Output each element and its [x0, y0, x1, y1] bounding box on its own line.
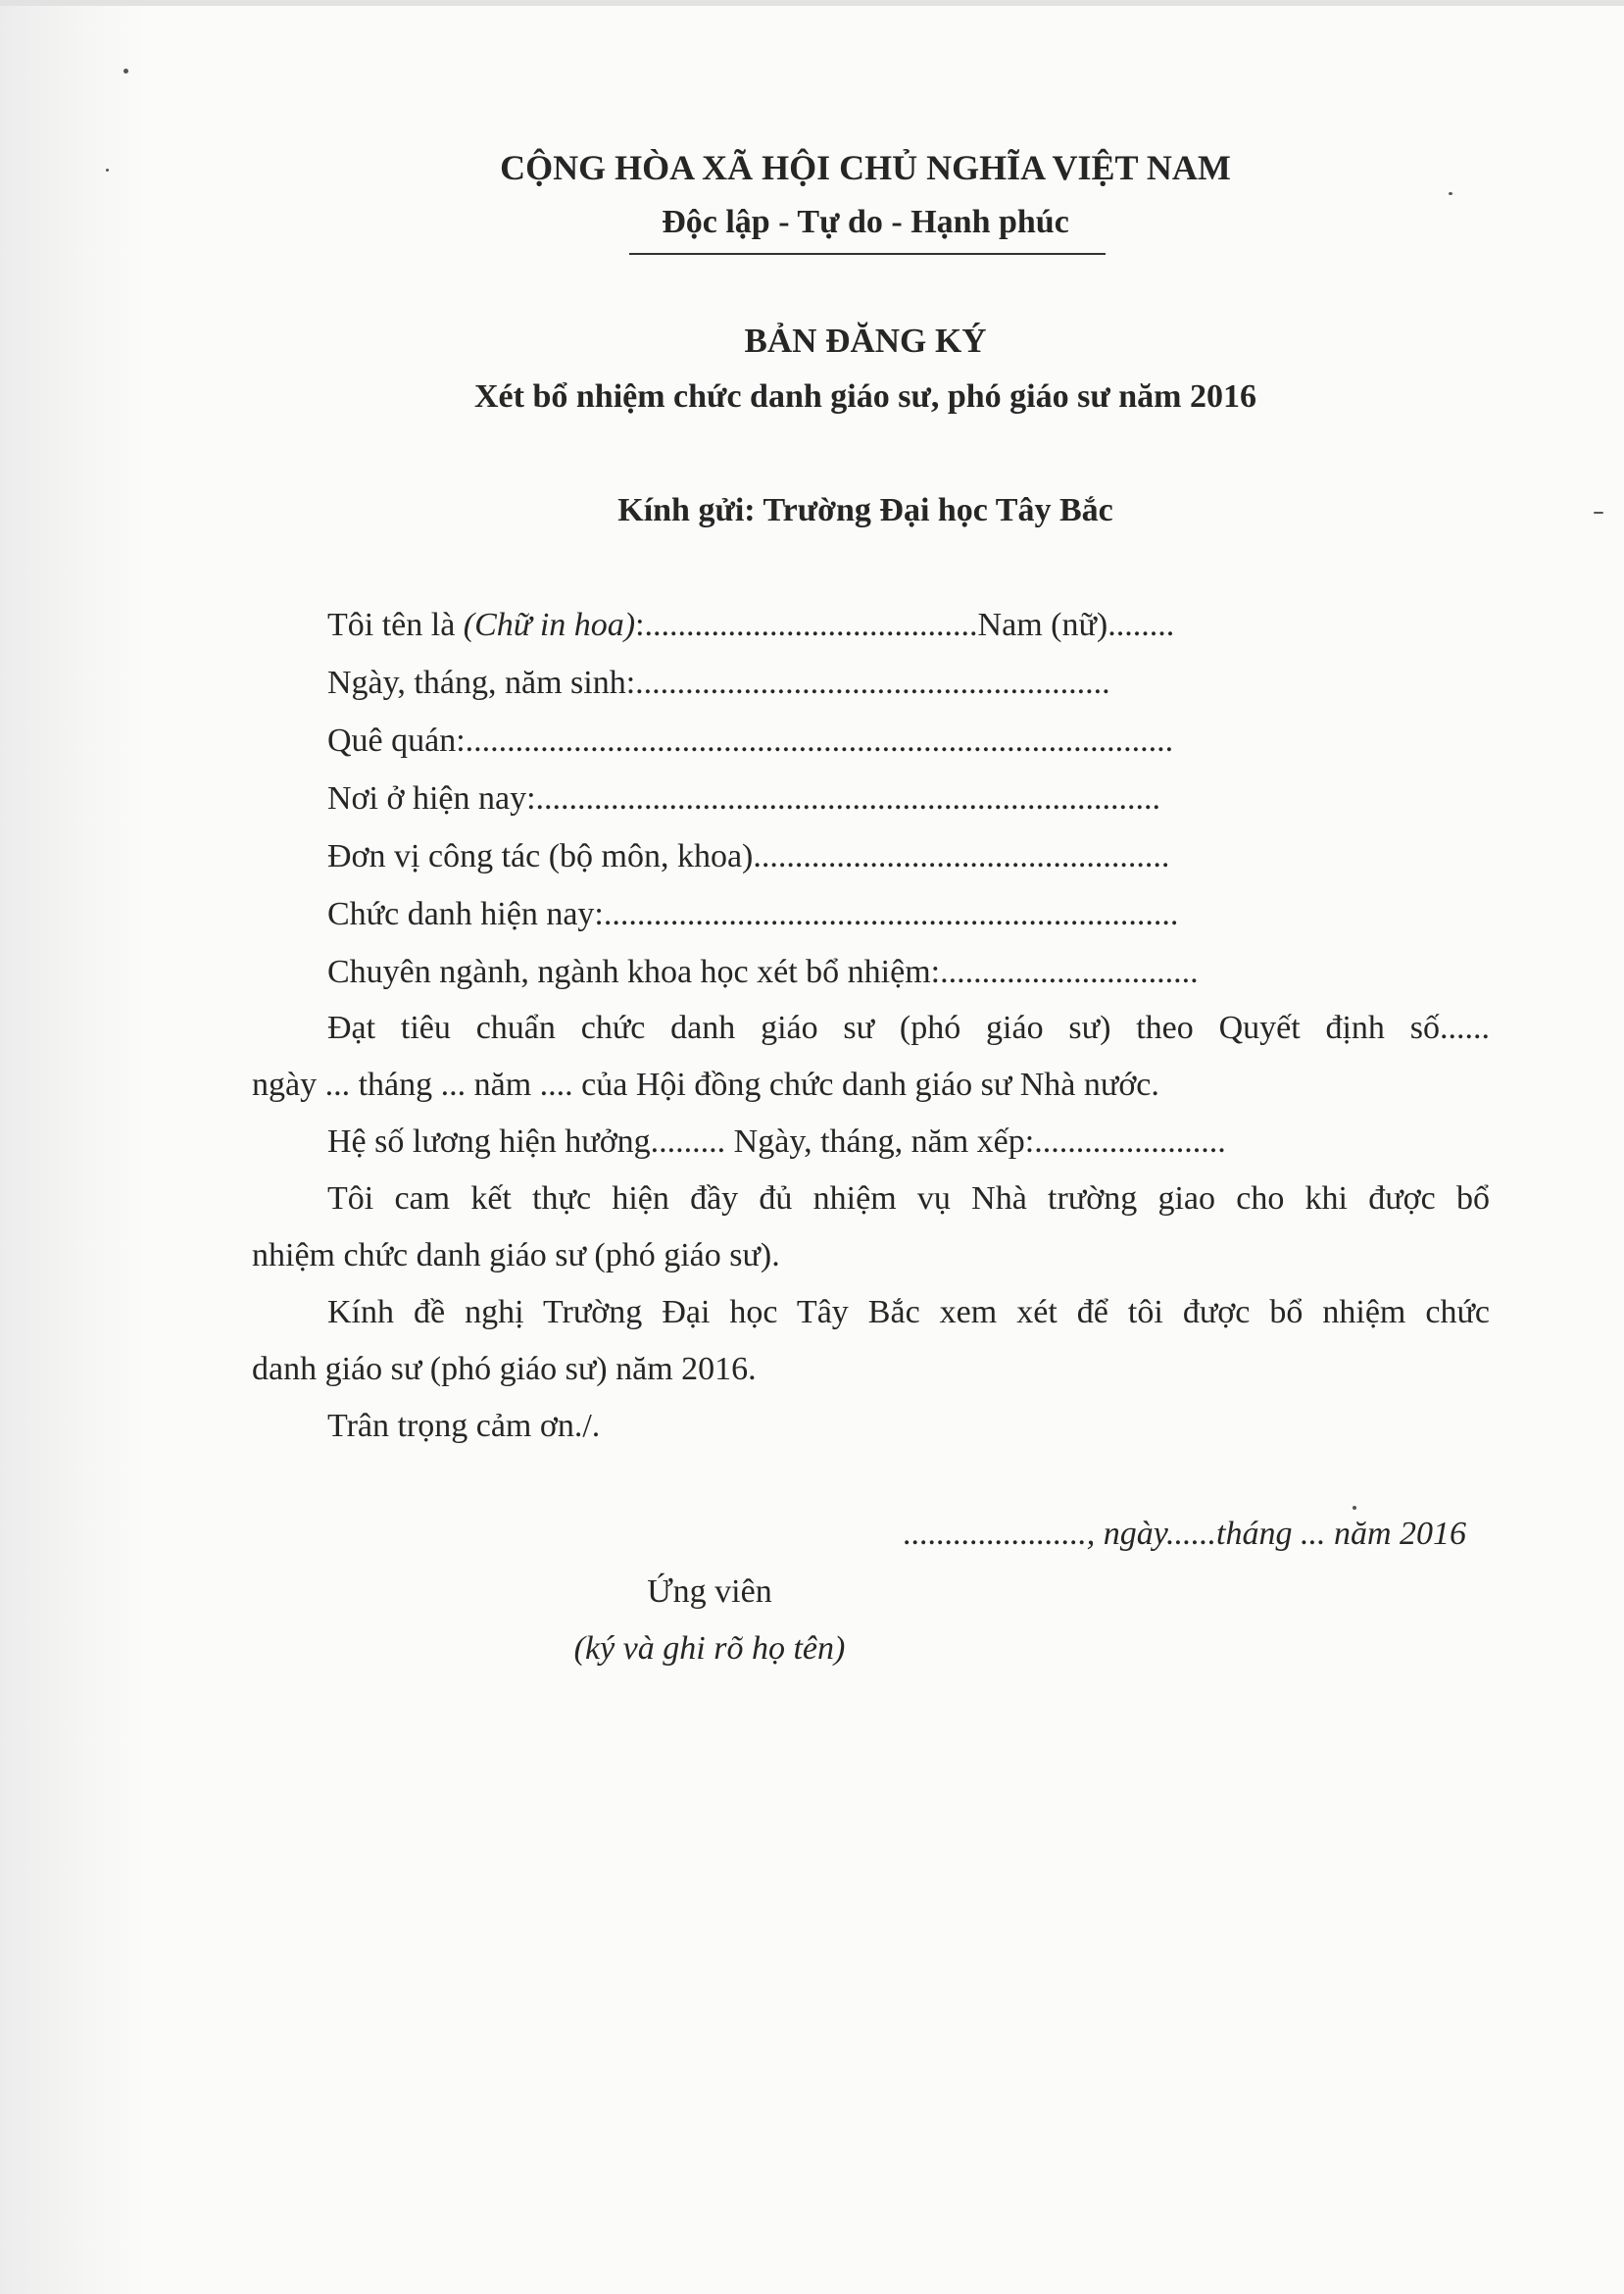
motto-heading: Độc lập - Tự do - Hạnh phúc: [662, 204, 1069, 240]
scan-speck: [123, 69, 128, 74]
field-name-rest: :........................................Nam (nữ)........: [635, 607, 1175, 643]
field-birth: Ngày, tháng, năm sinh:.........................................................: [327, 665, 1110, 701]
thanks-line: Trân trọng cảm ơn./.: [327, 1408, 601, 1444]
field-major: Chuyên ngành, ngành khoa học xét bổ nhiệm:...............................: [327, 954, 1199, 990]
signature-role: Ứng viên: [647, 1573, 772, 1610]
field-name-label: Tôi tên là: [327, 607, 464, 643]
form-subtitle: Xét bổ nhiệm chức danh giáo sư, phó giáo sư năm 2016: [474, 378, 1256, 415]
scan-speck: [1449, 192, 1452, 195]
recipient-line: Kính gửi: Trường Đại học Tây Bắc: [617, 492, 1113, 528]
commit-line-1: Tôi cam kết thực hiện đầy đủ nhiệm vụ Nhà trường giao cho khi được bổ: [327, 1180, 1490, 1217]
request-line-2: danh giáo sư (phó giáo sư) năm 2016.: [252, 1351, 757, 1387]
field-name-hint: (Chữ in hoa): [463, 607, 636, 643]
scan-top-edge: [0, 0, 1624, 6]
standard-line-1: Đạt tiêu chuẩn chức danh giáo sư (phó giáo sư) theo Quyết định số......: [327, 1010, 1490, 1046]
field-current-title: Chức danh hiện nay:.....................................................................: [327, 896, 1179, 932]
field-salary: Hệ số lương hiện hưởng......... Ngày, tháng, năm xếp:.......................: [327, 1123, 1226, 1160]
signature-place-date: ......................, ngày......tháng ... năm 2016: [903, 1516, 1466, 1552]
scan-speck: [106, 169, 109, 172]
field-hometown: Quê quán:.....................................................................................: [327, 723, 1174, 759]
motto-underline: [629, 253, 1106, 255]
request-line-1: Kính đề nghị Trường Đại học Tây Bắc xem xét để tôi được bổ nhiệm chức: [327, 1294, 1490, 1330]
field-name: [327, 607, 1174, 644]
scan-speck: [1353, 1506, 1356, 1510]
field-residence: Nơi ở hiện nay:...........................................................................: [327, 780, 1161, 817]
standard-line-2: ngày ... tháng ... năm .... của Hội đồng chức danh giáo sư Nhà nước.: [252, 1067, 1159, 1103]
scan-speck: [1594, 512, 1603, 514]
form-title: BẢN ĐĂNG KÝ: [744, 322, 987, 360]
nation-heading: CỘNG HÒA XÃ HỘI CHỦ NGHĨA VIỆT NAM: [500, 148, 1231, 187]
field-unit: Đơn vị công tác (bộ môn, khoa)..................................................: [327, 838, 1170, 874]
signature-note: (ký và ghi rõ họ tên): [573, 1630, 846, 1667]
commit-line-2: nhiệm chức danh giáo sư (phó giáo sư).: [252, 1237, 780, 1273]
